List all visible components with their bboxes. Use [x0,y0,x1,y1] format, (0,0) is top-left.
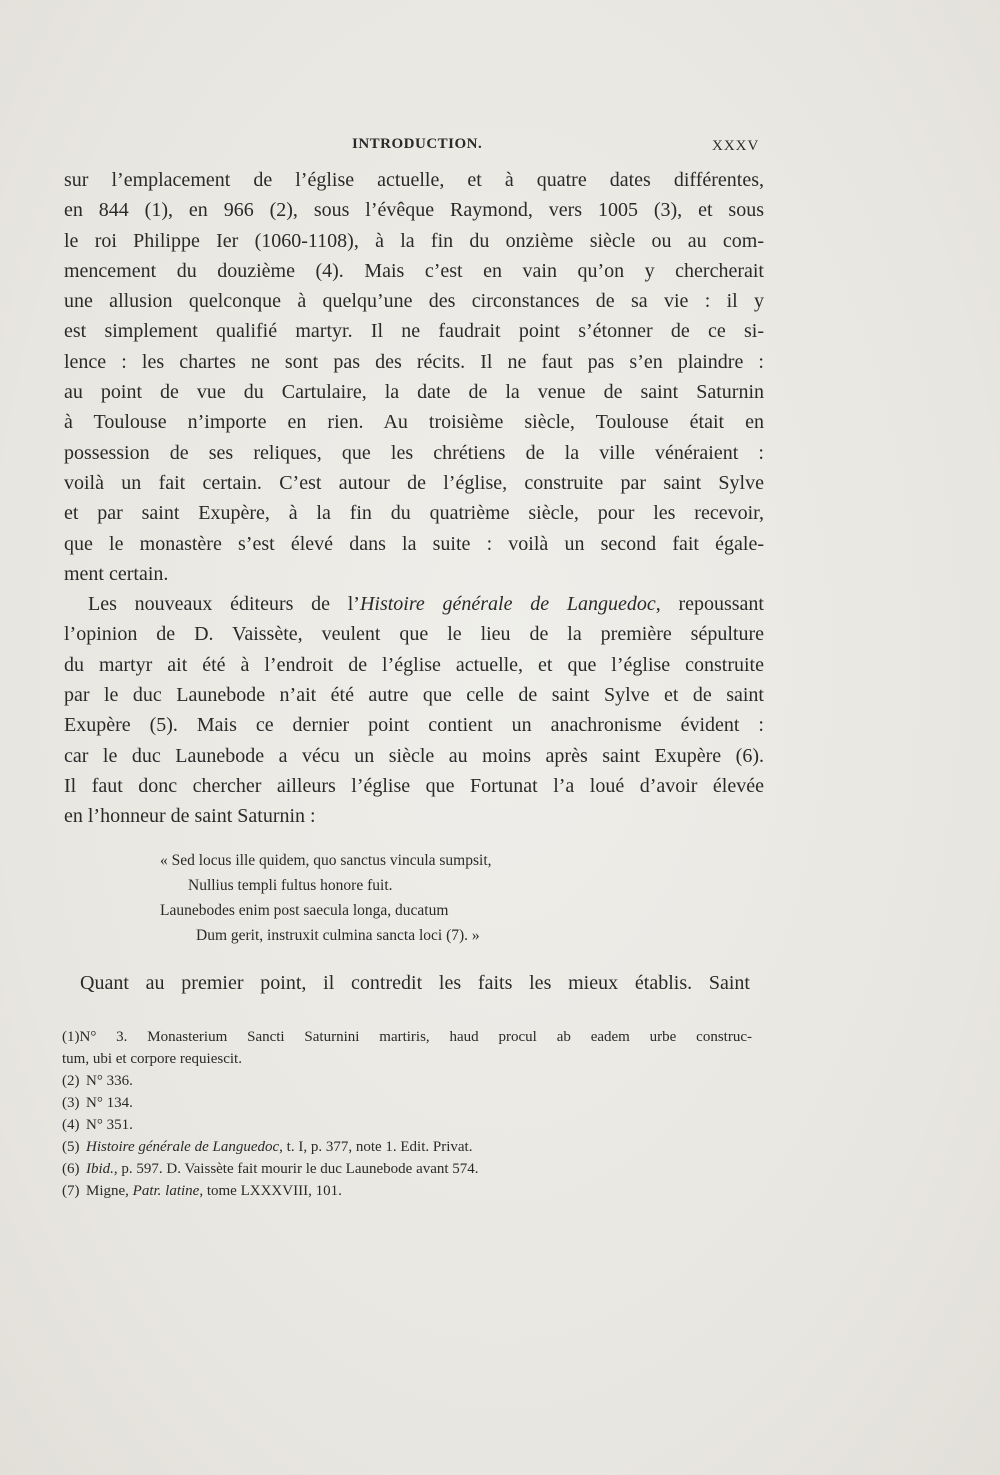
footnote [62,1026,752,1070]
book-title: Histoire générale de Languedoc [359,593,656,616]
text-line: Il faut donc chercher ailleurs l’église que Fortunat l’a loué d’avoir élevée [64,774,764,797]
text-line: par le duc Launebode n’ait été autre que celle de saint Sylve et de saint [64,684,764,707]
footnote-number: (2) [62,1073,80,1089]
text-line: que le monastère s’est élevé dans la suite : voilà un second fait égale- [64,532,764,555]
text-line: Exupère (5). Mais ce dernier point contient un anachronisme évident : [64,714,764,737]
footnote-text: N° 336. [86,1073,133,1089]
text-line: à Toulouse n’importe en rien. Au troisième siècle, Toulouse était en [64,411,764,434]
text-line: sur l’emplacement de l’église actuelle, et à quatre dates différentes, [64,169,764,191]
footnote-text: , tome LXXXVIII, 101. [199,1183,342,1199]
footnote [62,1136,752,1158]
text-span: , repoussant [655,593,764,616]
verse-line: « Sed locus ille quidem, quo sanctus vincula sumpsit, [160,852,492,869]
text-span: Les nouveaux éditeurs de l’ [88,593,360,616]
main-text [64,165,764,832]
text-line: au point de vue du Cartulaire, la date de la venue de saint Saturnin [64,381,764,404]
continuation-line: Quant au premier point, il contredit les faits les mieux établis. Saint [80,972,750,994]
text-line: est simplement qualifié martyr. Il ne faudrait point s’étonner de ce si- [64,320,764,343]
verse-line: Nullius templi fultus honore fuit. [188,877,393,894]
text-line: lence : les chartes ne sont pas des récits. Il ne faut pas s’en plaindre : [64,350,764,373]
running-title: INTRODUCTION. [352,136,483,152]
running-header [0,136,1000,160]
verse-line: Dum gerit, instruxit culmina sancta loci (7). » [196,927,480,944]
footnote-text: , t. I, p. 377, note 1. Edit. Privat. [279,1139,473,1155]
text-line: voilà un fait certain. C’est autour de l’église, construite par saint Sylve [64,471,764,494]
text-line: car le duc Launebode a vécu un siècle au moins après saint Exupère (6). [64,744,764,767]
footnote-number: (7) [62,1183,80,1199]
footnote-text: N° 134. [86,1095,133,1111]
footnote-text: Migne, [86,1183,133,1199]
footnote [62,1092,752,1114]
footnotes [62,1026,752,1202]
footnote [62,1158,752,1180]
footnote-text: N° 351. [86,1117,133,1133]
footnote-text: tum, ubi et corpore requiescit. [62,1051,242,1067]
text-line: du martyr ait été à l’endroit de l’église actuelle, et que l’église construite [64,653,764,676]
book-title: Patr. latine [132,1183,200,1199]
text-line: en l’honneur de saint Saturnin : [64,805,316,828]
text-line: ment certain. [64,562,169,585]
footnote-text: N° 3. Monasterium Sancti Saturnini martiris, haud procul ab eadem urbe construc- [79,1029,752,1045]
text-line: une allusion quelconque à quelqu’une des circonstances de sa vie : il y [64,290,764,313]
text-line: possession de ses reliques, que les chrétiens de la ville vénéraient : [64,441,764,464]
footnote [62,1070,752,1092]
footnote [62,1114,752,1136]
text-line: le roi Philippe Ier (1060-1108), à la fin du onzième siècle ou au com- [64,229,764,252]
ibid-abbrev: Ibid. [86,1161,114,1177]
footnote-number: (3) [62,1095,80,1111]
footnote-number: (1) [62,1029,80,1045]
text-line: mencement du douzième (4). Mais c’est en vain qu’on y chercherait [64,259,764,282]
footnote-number: (5) [62,1139,80,1155]
footnote-text: , p. 597. D. Vaissète fait mourir le duc Launebode avant 574. [113,1161,479,1177]
text-line: l’opinion de D. Vaissète, veulent que le lieu de la première sépulture [64,623,764,646]
footnote-number: (6) [62,1161,80,1177]
footnote [62,1180,752,1202]
footnote-number: (4) [62,1117,80,1133]
paragraph-first-line [64,589,764,619]
verse-line: Launebodes enim post saecula longa, ducatum [160,902,449,919]
text-line: en 844 (1), en 966 (2), sous l’évêque Raymond, vers 1005 (3), et sous [64,199,764,222]
page-number: XXXV [712,138,760,154]
verse-quotation [160,848,720,948]
book-title: Histoire générale de Languedoc [86,1139,280,1155]
text-line: et par saint Exupère, à la fin du quatrième siècle, pour les recevoir, [64,502,764,525]
